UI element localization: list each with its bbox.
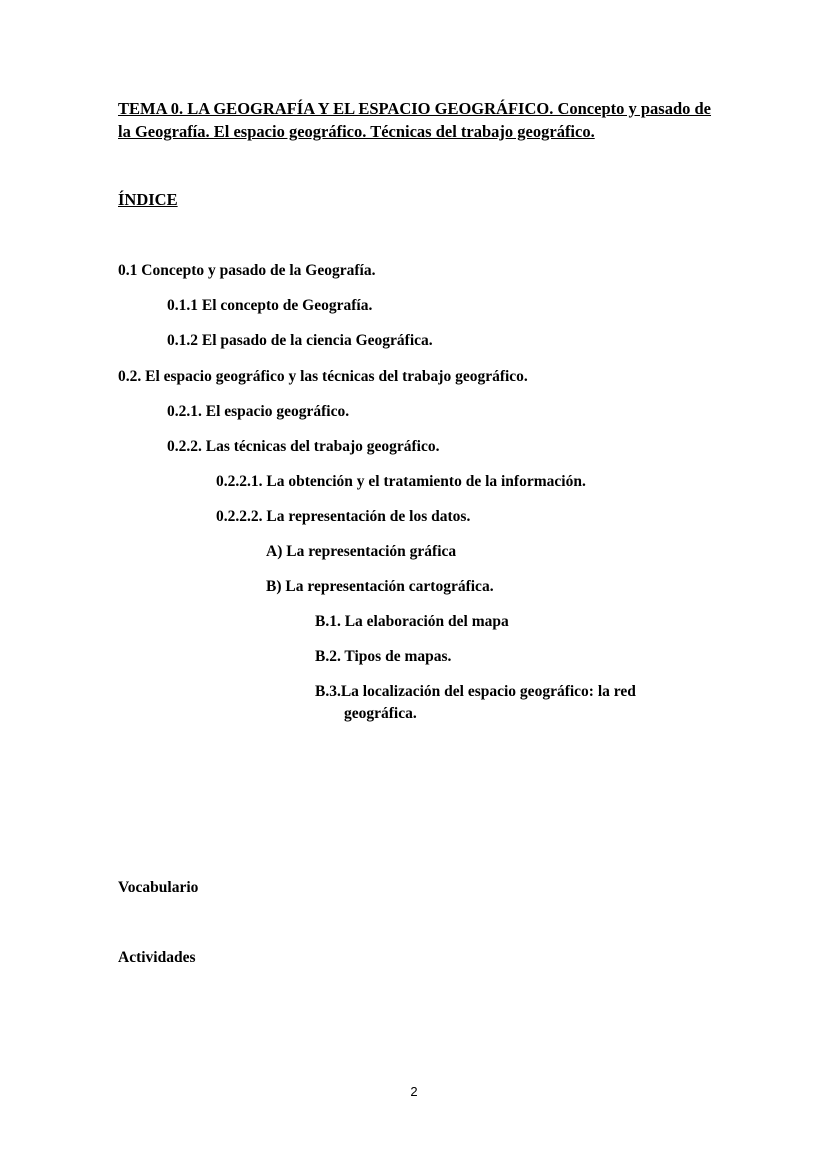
vocabulary-heading: Vocabulario bbox=[118, 879, 199, 896]
toc-item-0-2-2-1: 0.2.2.1. La obtención y el tratamiento de la información. bbox=[216, 473, 586, 490]
toc-item-b3-text: B.3.La localización del espacio geográfico: la red bbox=[315, 683, 636, 700]
toc-item-0-1-1: 0.1.1 El concepto de Geografía. bbox=[167, 297, 373, 314]
toc-item-b2: B.2. Tipos de mapas. bbox=[315, 648, 452, 665]
toc-item-b: B) La representación cartográfica. bbox=[266, 578, 494, 595]
toc-item-0-1: 0.1 Concepto y pasado de la Geografía. bbox=[118, 262, 376, 279]
toc-item-b1: B.1. La elaboración del mapa bbox=[315, 613, 509, 630]
toc-item-0-1-2: 0.1.2 El pasado de la ciencia Geográfica. bbox=[167, 332, 433, 349]
toc-item-0-2-2-2: 0.2.2.2. La representación de los datos. bbox=[216, 508, 471, 525]
toc-item-a: A) La representación gráfica bbox=[266, 543, 457, 560]
toc-item-b3-continuation: geográfica. bbox=[344, 705, 417, 722]
index-heading: ÍNDICE bbox=[118, 190, 178, 209]
document-title: TEMA 0. LA GEOGRAFÍA Y EL ESPACIO GEOGRÁFICO. Concepto y pasado de la Geografía. El espacio geográfico. Técnicas del trabajo geográfico. bbox=[118, 99, 712, 141]
toc-item-0-2-1: 0.2.1. El espacio geográfico. bbox=[167, 403, 350, 420]
activities-heading: Actividades bbox=[118, 949, 196, 966]
page-number: 2 bbox=[410, 1084, 418, 1099]
toc-item-b3 bbox=[315, 681, 695, 725]
toc-item-0-2: 0.2. El espacio geográfico y las técnicas del trabajo geográfico. bbox=[118, 368, 528, 385]
toc-item-0-2-2: 0.2.2. Las técnicas del trabajo geográfico. bbox=[167, 438, 440, 455]
